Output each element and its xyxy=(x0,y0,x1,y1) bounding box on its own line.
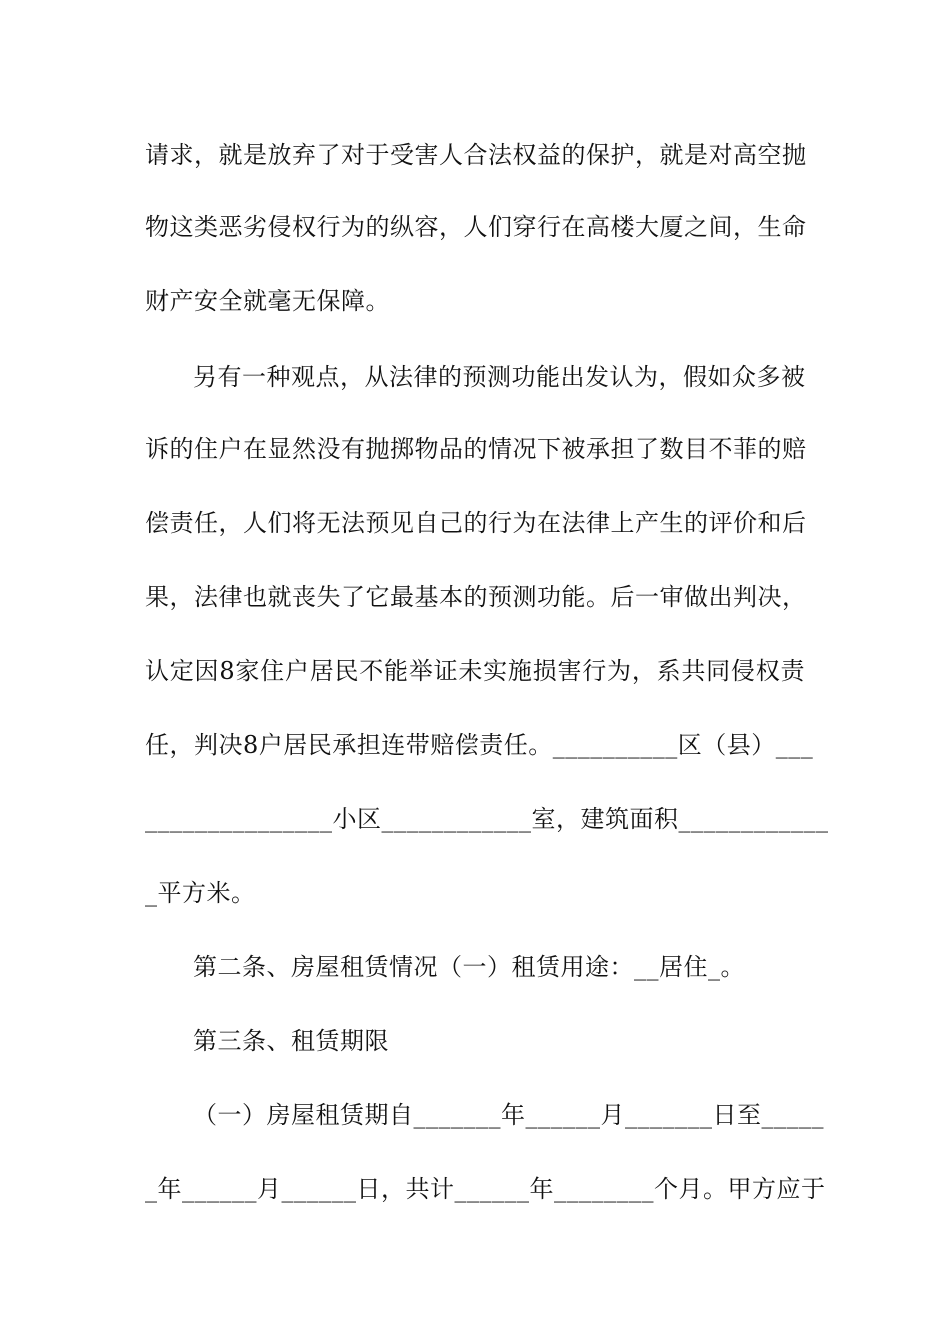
text-line: 认定因8家住户居民不能举证未实施损害行为，系共同侵权责 xyxy=(145,657,805,685)
text-line: 诉的住户在显然没有抛掷物品的情况下被承担了数目不菲的赔 xyxy=(145,435,807,463)
text-line: _______________小区____________室，建筑面积____________ xyxy=(145,805,829,833)
text-line: _平方米。 xyxy=(145,879,256,907)
text-line: 物这类恶劣侵权行为的纵容，人们穿行在高楼大厦之间，生命 xyxy=(145,213,807,241)
text-line: 第二条、房屋租赁情况（一）租赁用途：__居住_。 xyxy=(193,953,745,981)
text-line: 另有一种观点，从法律的预测功能出发认为，假如众多被 xyxy=(193,363,806,391)
text-line: （一）房屋租赁期自_______年______月_______日至_____ xyxy=(193,1101,824,1129)
text-line: 任，判决8户居民承担连带赔偿责任。__________区（县）___ xyxy=(145,731,814,759)
text-line: 请求，就是放弃了对于受害人合法权益的保护，就是对高空抛 xyxy=(145,141,807,169)
text-line: 第三条、租赁期限 xyxy=(193,1027,389,1055)
text-line: 偿责任，人们将无法预见自己的行为在法律上产生的评价和后 xyxy=(145,509,807,537)
text-line: _年______月______日，共计______年________个月。甲方应于 xyxy=(145,1175,826,1203)
text-line: 财产安全就毫无保障。 xyxy=(145,287,390,315)
text-line: 果，法律也就丧失了它最基本的预测功能。后一审做出判决， xyxy=(145,583,807,611)
